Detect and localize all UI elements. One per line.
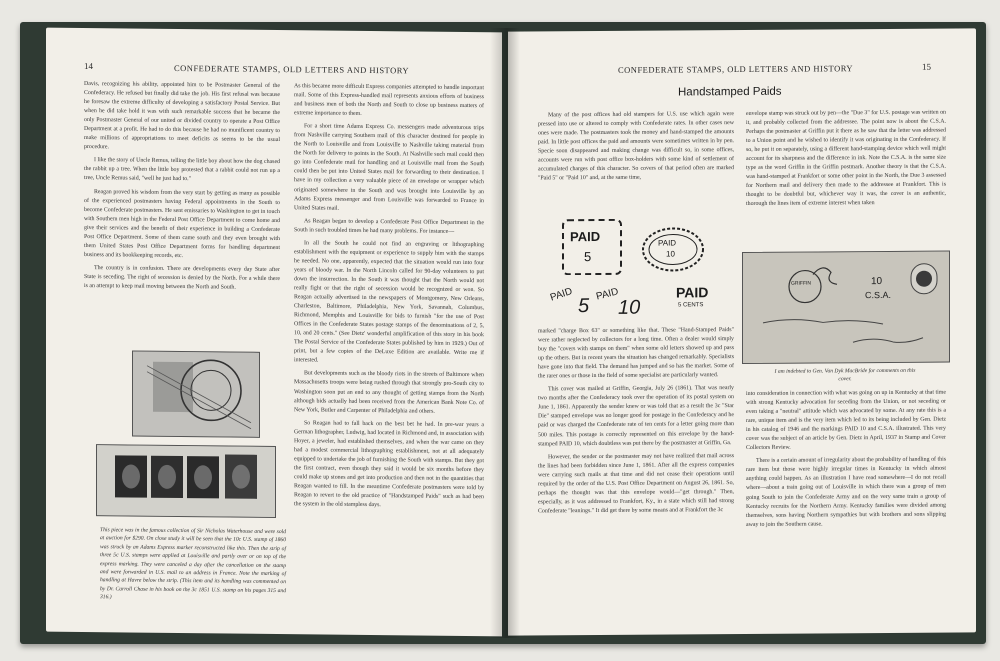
paragraph: As Reagan began to develop a Confederate Post Office Department in the South in such troubled times he had many problems. For instance— [294,217,484,235]
running-header: CONFEDERATE STAMPS, OLD LETTERS AND HISTORY [618,63,854,75]
paragraph: For a short time Adams Express Co. messengers made adventurous trips from Nashville carrying Southern mail of this character destined for people in the North to Louisville and from Louisville to Nashville taking material from the North for delivery to points in the South. At Nashville such mail could then go into Confederate mail for handling and at Louisville mail from the South could then be put into United States mail for forwarding to their destination. I have in my collection a very valuable piece of an envelope or wrapper which originated somewhere in the South and was brought into Louisville by an Adams Express messenger and from Louisville was forwarded to France in United States mail. [294,123,484,212]
paragraph: In all the South he could not find an engraving or lithographing establishment with the equipment or experience to supply him with the stamps he needed. No one, apparently, expected that the situation would run into four years of bloody war. In the North Lincoln called for 90-day volunteers to put down the insurrection. In the South it was thought that the North would not really fight or that the right of secession would be recognized or won. So Reagan actually advertised in the newspapers of Montgomery, New Orleans, Charleston, Baltimore, Philadelphia, New York, Savannah, Columbus, Richmond, Memphis and Louisville for bids to furnish "for the use of Post Offices in the Confederate States postage stamps of the denominations of 2, 5, 10, and 20 cents." (See Dietz' wonderful amplification of this story in his book The Postal Service of the Confederate States published by him in 1929.) Out of print, but a few copies of the DeLuxe Edition are available. Write me if interested. [294,240,484,364]
paid-cents-value: 5 CENTS [678,302,704,309]
left-column-1 [84,80,280,297]
running-header: CONFEDERATE STAMPS, OLD LETTERS AND HISTORY [174,62,410,76]
right-page [508,28,976,635]
paragraph: But developments such as the bloody riots in the streets of Baltimore when Massachusetts troops were being rushed through that strongly pro-South city to Washington soon put an end to any thought of getting stamps from the North although bids actually had been received from the American Bank Note Co. of New York, Butler and Carpenter of Philadelphia and others. [294,370,484,415]
paragraph: As this became more difficult Express companies attempted to handle important mail. Some of this Express-handled mail represents anxious efforts of business and business men of both the North and South to close up business matters of extreme importance to them. [294,83,484,118]
paragraph: So Reagan had to fall back on the best bet he had. In pre-war years a German lithographer, Ludwig, had located in Richmond and, in association with Hoyer, a jeweler, had established themselves, and when the war came on they had a modest commercial lithographing establishment, not at all adequately equipped to undertake the job of furnishing the South with stamps. But they got the first contract, even though they said it would be six months before they could make up stones and get into production and then not in the quantities that Reagan wanted to fill. In the meantime Confederate postmasters were told by Reagan to revert to the old practice of "Handstamped Paids" such as had been the system in the old stampless days. [294,419,484,509]
right-column-2-top [746,109,946,214]
right-column-1-bottom [538,326,734,520]
paid-label: PAID [570,228,601,245]
adams-express-cover-photo [132,351,260,438]
paid-arc-word: PAID [548,285,574,304]
oval-paid-value: 10 [666,249,675,259]
postmark-city: GRIFFIN [791,280,811,287]
paid-value: 5 [584,249,592,265]
paragraph: marked "charge Box 63" or something like that. These "Hand-Stamped Paids" were rather neglected by collectors for a long time. Often a dealer would simply buy the "covers with stamps on them" when some old letters showed up and pass up the others. But in recent years the situation has changed remarkably. Specialists have gone into that field. The demand has jumped and so has the market. Some of the rarer ones or those in the field of some specialist are particularly wanted. [538,327,734,380]
left-figure-caption: This piece was in the famous collection of Sir Nicholas Waterhouse and were sold at auction for $290. On close study it will be seen that the 10c U.S. stamp of 1860 was struck by an Adams Express marker reconstructed like this. Then the strip of three 5c U.S. stamps were applied at Louisville and partly over or on top of the express marking. They were canceled a day after the cancellation on the stamp and were forwarded in U.S. mail to an address in France. Note the marking of handling at Havre below the strip. (This item and its handling was commented on by Dr. Carroll Chase in his book on the 3c 1851 U.S. stamp on his pages 315 and 316.) [100,527,286,601]
paragraph: Many of the post offices had old stampers for U.S. use which again were pressed into use or altered to comply with Confederate rates. In other cases new ones were made. The postmasters took the money and hand-stamped the amounts paid. In little post offices the paid and amounts were sometimes written in by pen. Specie soon disappeared and making change was difficult so, in some offices, accounts were run with post office box-holders with some kind of settlement of accumulated charges of this character. So covers of that period often are marked "Paid 5" or "Paid 10" and, at the same time, [538,111,734,182]
right-column-1-top [538,110,734,188]
envelope-csa-mark: C.S.A. [865,289,892,301]
envelope-paid-value: 10 [871,276,883,288]
griffin-cover-photo [742,251,950,364]
oval-paid-label: PAID [658,238,677,248]
paid-5-box-stamp [562,219,622,275]
paid-arc-word-2: PAID [595,286,620,303]
right-column-2-bottom [746,389,946,534]
paragraph: Davis, recognizing his ability, appointed him to be Postmaster General of the Confederacy. He refused but finally did take the job. His first refusal was because he foresaw the extreme difficulty of developing a satisfactory Postal Service. But when he did take hold it was with such remarkable success that he became the only Postmaster General of our united or divided country to operate a Post Office Department at a profit. He had to do this because he had no munificent country to make millions of appropriations to meet deficits as seems to be the usual procedure. [84,81,280,151]
paragraph: envelope stamp was struck out by pen—the "Due 3" for U.S. postage was written on it, and probably collected from the addressee. The point now is about the C.S.A. Perhaps the postmaster at Griffin put it there as he saw that the letter was addressed to a Union point and he wished to identify it was originating in the Confederacy. If so, he put it on separately, using a different hand-stamping device which well might account for its sharpness and the difference in ink. Note the C.S.A. is the same size type as the word Griffin in the Griffin postmark. Another theory is that the C.S.A. was hand-stamped at Frankfort or some other point in the North, the Due 3 assessed for Northern mail and delivery then made to the addressee at Frankfort. This is thought to be doubtful but, whichever way it was, the cover is an authentic, thorough the lines item of extreme interest when taken [746,109,946,208]
paragraph: This cover was mailed at Griffin, Georgia, July 26 (1861). That was nearly two months after the Confederacy took over the operation of its postal system on June 1, 1861. Apparently the sender knew or was told that as a result the 3c "Star Die" stamped envelope was no longer good for postage in the Confederacy and he paid or was charged the Confederate rate of ten cents for a letter going more than 500 miles. This postage is correctly represented on this envelope by the hand-stamped PAID 10, which doubtless was put there by the postmaster at Griffin, Ga. [538,385,734,447]
paragraph: There is a certain amount of irregularity about the probability of handling of this rare item but those were highly irregular times in Kentucky in which almost anything could happen. As an illustration I have read somewhere—I do not recall where—about a train going out of Louisville in which there was a group of men going South to join the Confederate Army and on the very same train a group of Kentucky recruits for the Northern Army. Kentucky families were divided among themselves, sons having Northern sympathies but with brothers and sons slipping away to join the Southern cause. [746,456,946,528]
right-figure-caption: I am indebted to Gen. Van Dyk MacBride for comments on this cover. [774,367,916,383]
paid-value-10: 10 [618,296,641,319]
page-number: 14 [84,61,93,72]
paid-value-5: 5 [578,295,590,318]
page-number: 15 [922,61,931,72]
paragraph: Reagan proved his wisdom from the very start by getting as many as possible of the experienced postmasters having Federal appointments in the South to become Confederate postmasters. He sent emissaries to Washington to get in touch with Southern men high in the Federal Post Office Department to come home and give their services and the benefit of their experience in building a Confederate Post Office Department. Some of them came south and they even brought with them United States Post Office Department forms for handling department business and its bookkeeping records, etc. [84,188,280,259]
paid-10-oval-stamp [640,224,706,274]
stamp-strip-photo [96,444,276,518]
left-page [46,28,502,637]
section-title: Handstamped Paids [678,85,782,99]
paragraph: However, the sender or the postmaster may not have realized that mail across the lines had been forbidden since June 1, 1861. After all the express companies were carrying such mails at that time and did not cease their operations until required by the order of the U.S. Post Office Department on August 26, 1861. So, perhaps the thought was that this envelope would—"get through." Then, especially, as it was addressed to Frankfort, Ky., in a state which still had strong Confederate "leanings." It did get there by some means and at Frankfort the 3c [538,452,734,515]
paid-cents-word: PAID [676,284,709,301]
paragraph: I like the story of Uncle Remus, telling the little boy about how the dog chased the rabbit up a tree. When the little boy protested that a rabbit could not run up a tree, Uncle Remus said, "well he just had to." [84,157,280,183]
paragraph: into consideration in connection with what was going on up in Kentucky at that time with strong Kentucky advocation for seceding from the Union, or not seceding or even taking a "neutral" attitude which was advocated by some. At any rate this is a rare, unique item and is the very item which led to its being included by Gen. Dietz in his catalog of 1946 and the markings PAID 10 and C.S.A. illustrated. This very cover was the subject of an article by Gen. Dietz in April, 1937 in Stamp and Cover Collectors Review. [746,389,946,452]
paragraph: The country is in confusion. There are developments every day State after State is seceding. The right of secession is denied by the North. For a while there is an attempt to keep mail moving between the North and South. [84,265,280,291]
left-column-2 [294,82,484,515]
